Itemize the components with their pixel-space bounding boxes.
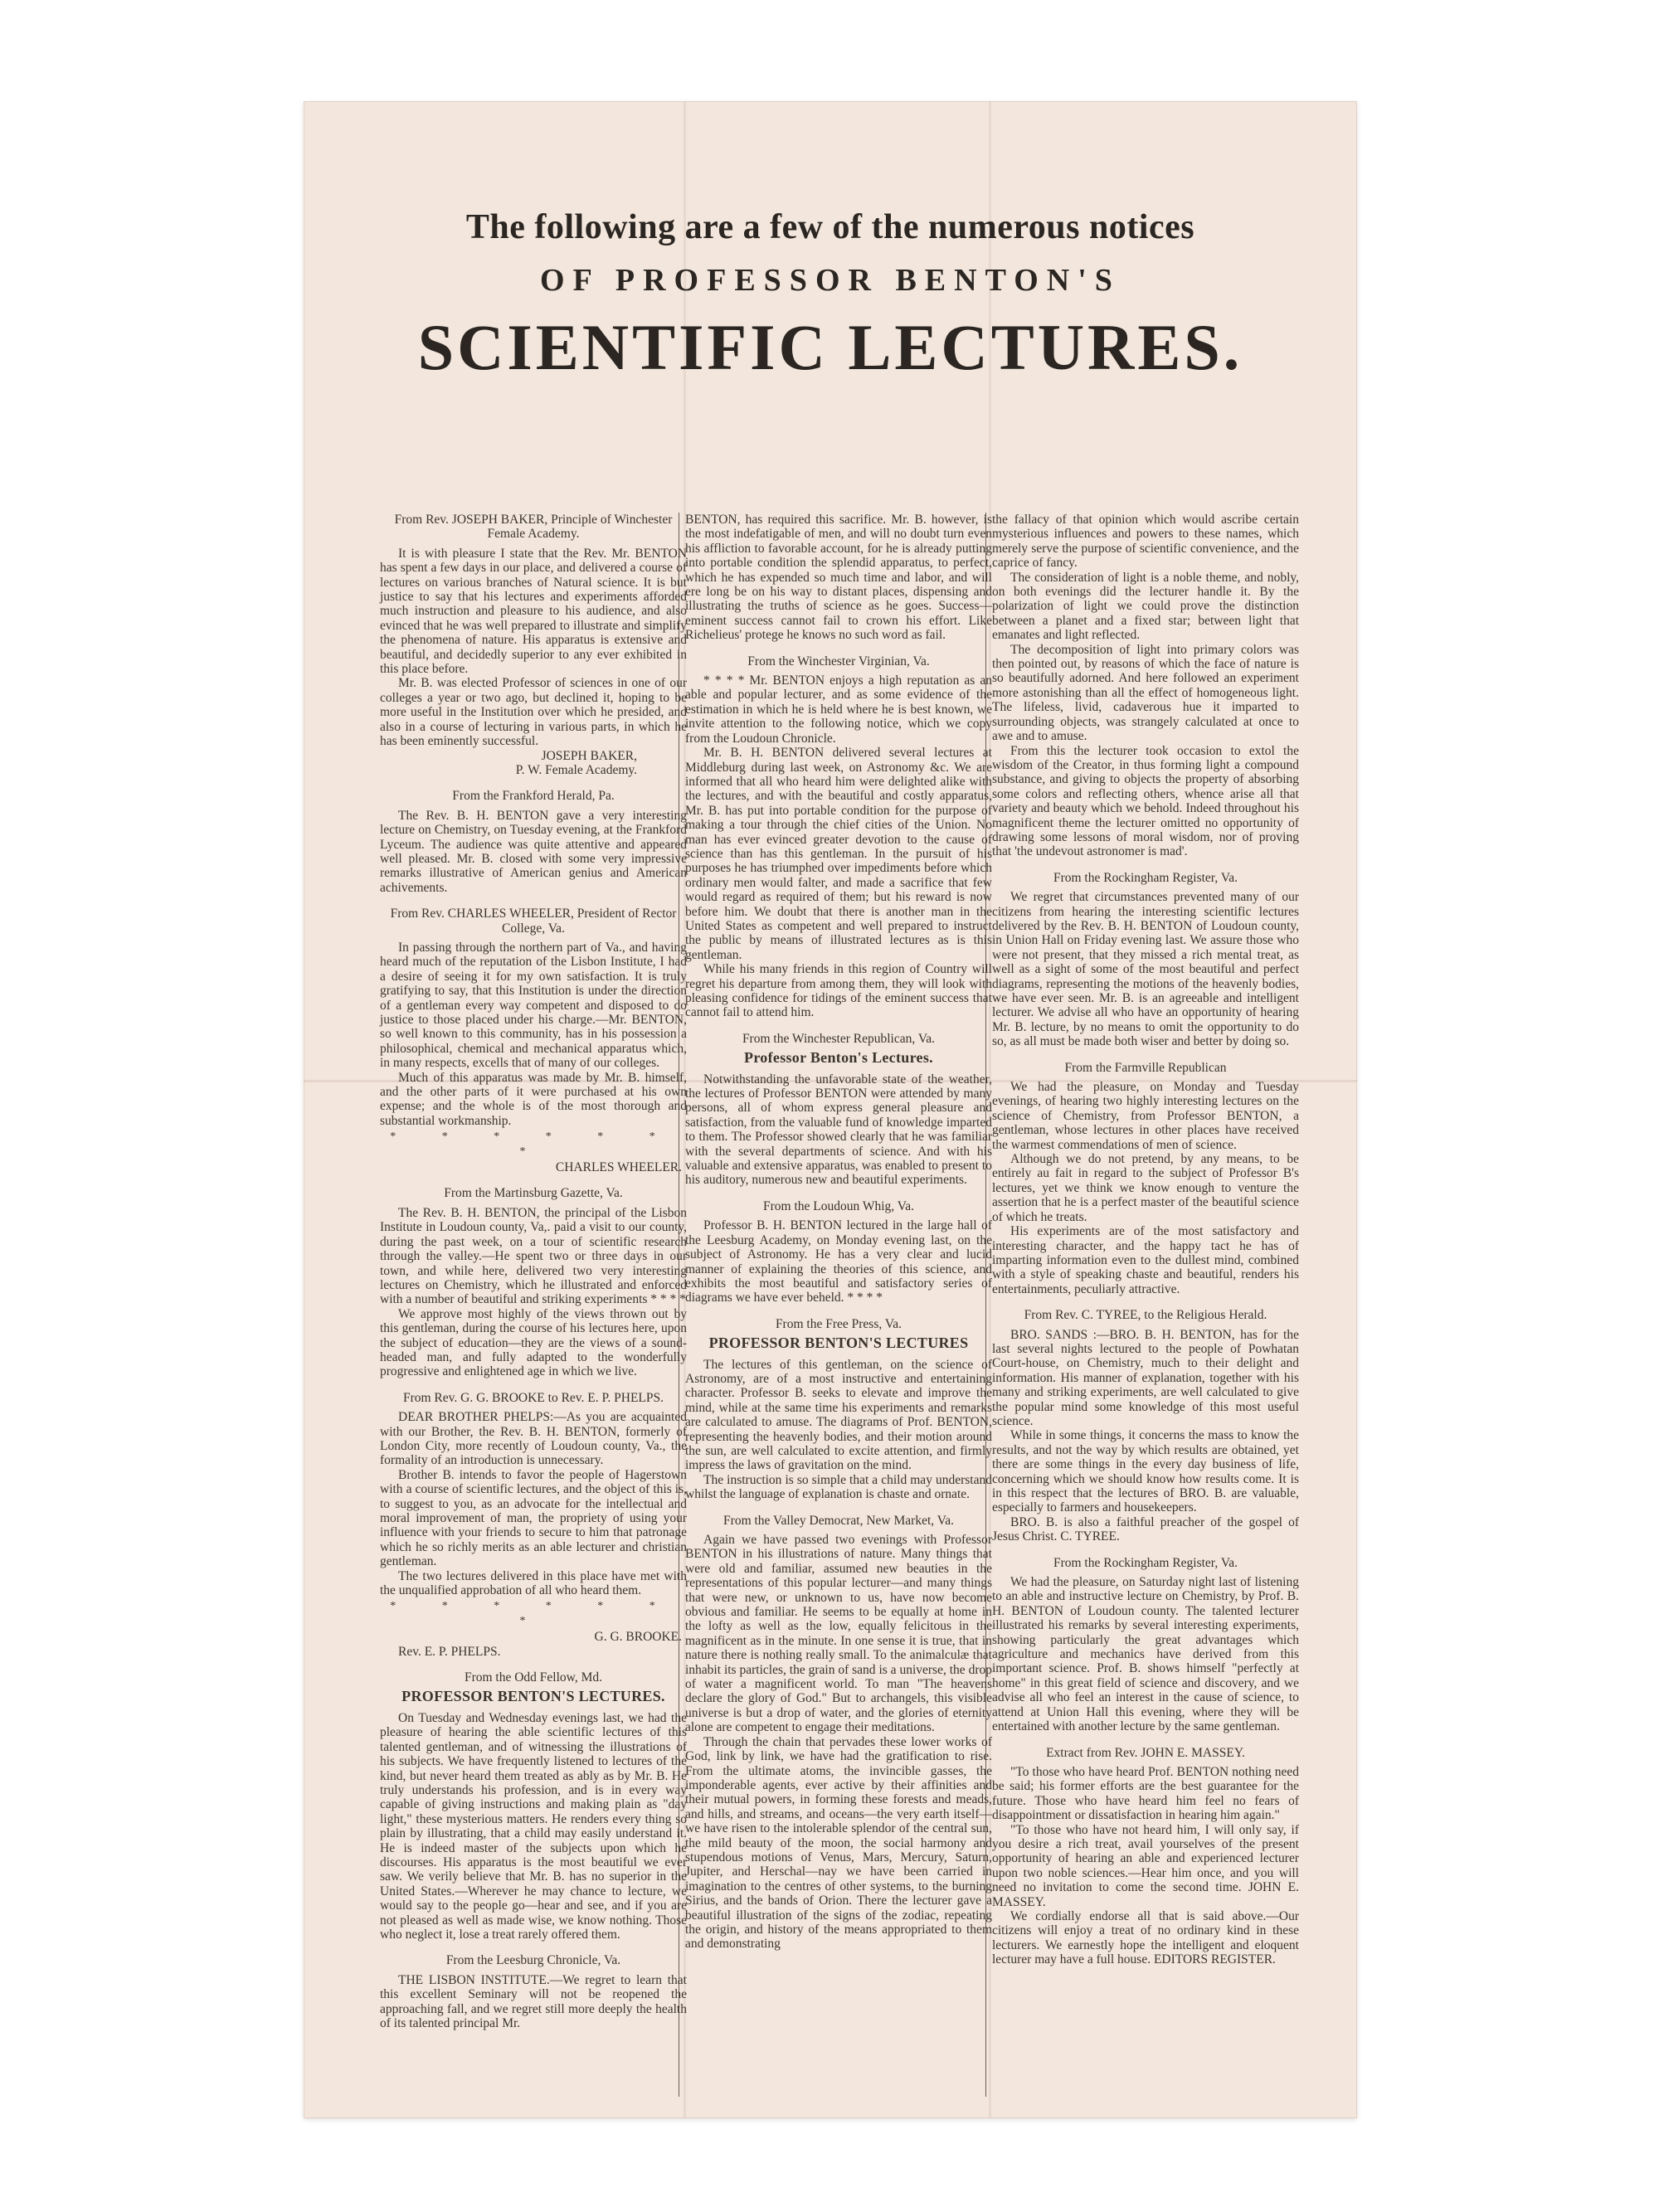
notice-paragraph: Brother B. intends to favor the people of Hagerstown with a course of scientific lectures, and the object of this is, to suggest to you, as an advocate for the intellectual and moral improvement of man, the propriety of using your influence with your friends to secure to him that patronage which he so richly merits as an able lecturer and christian gentleman. bbox=[380, 1467, 687, 1569]
notice-heading: PROFESSOR BENTON'S LECTURES bbox=[708, 1334, 969, 1352]
notice-source: From the Rockingham Register, Va. bbox=[1053, 870, 1238, 885]
addressee: Rev. E. P. PHELPS. bbox=[398, 1644, 501, 1659]
ellipsis-stars: * * * * * * * bbox=[390, 1600, 677, 1627]
notice-paragraph: While in some things, it concerns the mass to know the results, and not the way by which results are obtained, yet there are some things in the every day business of life, concerning which we should know how results come. It is in this respect that the lectures of BRO. B. are valuable, especially to farmers and housekeepers. bbox=[992, 1428, 1299, 1515]
notice-paragraph: THE LISBON INSTITUTE.—We regret to learn that this excellent Seminary will not be reopened the approaching fall, and we regret still more deeply the health of its talented principal Mr. bbox=[380, 1972, 687, 2030]
title-line-2: OF PROFESSOR BENTON'S bbox=[540, 263, 1121, 298]
handbill-sheet bbox=[304, 101, 1357, 2118]
notice-paragraph: Notwithstanding the unfavorable state of the weather, the lectures of Professor BENTON were attended by many persons, all of whom express general pleasure and satisfaction, from the valuable fund of knowledge imparted to them. The Professor showed clearly that he was familiar with the several departments of science. And with his valuable and extensive apparatus, was enabled to present to his auditory, numerous new and beautiful experiments. bbox=[685, 1072, 992, 1188]
notice-paragraph: "To those who have not heard him, I will only say, if you desire a rich treat, avail yourselves of the present opportunity of hearing an able and experienced lecturer upon two noble sciences.—Hear him once, and you will need no invitation to come the second time. JOHN E. MASSEY. bbox=[992, 1822, 1299, 1909]
notice-paragraph: Mr. B. H. BENTON delivered several lectures at Middleburg during last week, on Astronomy &c. We are informed that all who heard him were delighted alike with the lectures, and with the beautiful and costly apparatus, Mr. B. has put into portable condition for the purpose of making a tour through the chief cities of the Union. No man has ever evinced greater devotion to the cause of science than has this gentleman. In the pursuit of his purposes he has triumphed over impediments before which ordinary men would falter, and made a sacrifice that few would regard as required of them; but his reward is now before him. We doubt that there is another man in the United States as competent and well prepared to instruct the public by means of illustrated lectures as is this gentleman. bbox=[685, 746, 992, 962]
notice-paragraph: Again we have passed two evenings with Professor BENTON in his illustrations of nature. Many things that were old and familiar, assumed new beauties in the representations of this popular lecturer—and many things that were new, or unknown to us, have now become obvious and familiar. He seems to be equally at home in the lofty as well as the low, equally felicitous in the magnificent as in the minute. In one sense it is true, that in nature there is nothing really small. To the animalculæ that inhabit its particles, the grain of sand is a universe, the drop of water a magnificent world. To man "The heavens declare the glory of God." But to archangels, this visible universe is but a drop of water, and the glories of eternity alone are competent to engage their meditations. bbox=[685, 1533, 992, 1735]
notice-paragraph: Although we do not pretend, by any means, to be entirely au fait in regard to the subject of Professor B's lectures, yet we think we know enough to venture the assertion that he is a perfect master of the beautiful science of which he treats. bbox=[992, 1152, 1299, 1224]
notice-paragraph: BRO. SANDS :—BRO. B. H. BENTON, has for the last several nights lectured to the people of Powhatan Court-house, on Chemistry, much to their delight and information. His manner of explanation, together with his many and striking experiments, are well calculated to give the popular mind some knowledge of this most useful science. bbox=[992, 1327, 1299, 1428]
notice-heading: Professor Benton's Lectures. bbox=[744, 1049, 933, 1067]
notice-heading: PROFESSOR BENTON'S LECTURES. bbox=[401, 1688, 665, 1705]
notice-paragraph: The Rev. B. H. BENTON gave a very interesting lecture on Chemistry, on Tuesday evening, at the Frankford Lyceum. The audience was quite attentive and appeared well pleased. Mr. B. closed with some very impressive remarks illustrative of American genius and American achivements. bbox=[380, 808, 687, 895]
title-line-3: SCIENTIFIC LECTURES. bbox=[417, 311, 1243, 383]
notice-source: From the Rockingham Register, Va. bbox=[1053, 1555, 1238, 1570]
notice-source: Extract from Rev. JOHN E. MASSEY. bbox=[1046, 1745, 1245, 1760]
notice-source: From Rev. CHARLES WHEELER, President of Rector College, Va. bbox=[390, 907, 677, 936]
notice-source: From the Loudoun Whig, Va. bbox=[763, 1198, 914, 1213]
notice-paragraph: We cordially endorse all that is said above.—Our citizens will enjoy a treat of no ordinary kind in these lecturers. We earnestly hope the intelligent and eloquent lecturer may have a full house. EDITORS REGISTER. bbox=[992, 1908, 1299, 1967]
masthead bbox=[304, 207, 1357, 385]
signature: CHARLES WHEELER. bbox=[555, 1160, 682, 1175]
notice-paragraph: The Rev. B. H. BENTON, the principal of the Lisbon Institute in Loudoun county, Va,. paid a visit to our county, during the past week, on a tour of scientific research through the valley.—He spent two or three days in our town, and while here, delivered two very interesting lectures on Chemistry, which he illustrated and enforced with a number of beautiful and striking experiments * * * * bbox=[380, 1205, 687, 1307]
notice-paragraph: "To those who have heard Prof. BENTON nothing need be said; his former efforts are the best guarantee for the future. Those who have heard him feel no fears of disappointment or dissatisfaction in hearing him again." bbox=[992, 1764, 1299, 1823]
column-2 bbox=[685, 513, 992, 1952]
notice-paragraph: We had the pleasure, on Saturday night last of listening to an able and instructive lecture on Chemistry, by Prof. B. H. BENTON of Loudoun county. The talented lecturer illustrated his remarks by several interesting experiments, showing particularly the great advantages which agriculture and mechanics have derived from this important science. Prof. B. shows himself "perfectly at home" in this great field of science and discovery, and we advise all who feel an interest in the cause of science, to attend at Union Hall this evening, where they will be entertained with another lecture by the same gentleman. bbox=[992, 1575, 1299, 1734]
ellipsis-stars: * * * * * * * bbox=[390, 1130, 677, 1158]
notice-paragraph: We regret that circumstances prevented many of our citizens from hearing the interesting scientific lectures delivered by the Rev. B. H. BENTON of Loudoun county, in Union Hall on Friday evening last. We assure those who were not present, that they missed a rich mental treat, as well as a sight of some of the most beautiful and perfect diagrams, representing the motions of the heavenly bodies, we have ever seen. Mr. B. is an agreeable and intelligent lecturer. We advise all who have an opportunity of hearing Mr. B. lecture, by no means to omit the opportunity to do so, as all must be made both wiser and better by doing so. bbox=[992, 890, 1299, 1049]
notice-source: From the Martinsburg Gazette, Va. bbox=[444, 1186, 623, 1201]
notice-paragraph: BRO. B. is also a faithful preacher of the gospel of Jesus Christ. C. TYREE. bbox=[992, 1514, 1299, 1544]
notice-paragraph: Professor B. H. BENTON lectured in the large hall of the Leesburg Academy, on Monday evening last, on the subject of Astronomy. He has a very clear and lucid manner of explaining the theories of this science, and exhibits the most beautiful and satisfactory series of diagrams we have ever beheld. * * * * bbox=[685, 1218, 992, 1305]
signature: G. G. BROOKE. bbox=[594, 1630, 682, 1645]
notice-paragraph: Through the chain that pervades these lower works of God, link by link, we have had the gratification to rise. From the ultimate atoms, the invincible gasses, the imponderable agents, ever active by their affinities and their mutual powers, in forming these forests and meads, and hills, and streams, and oceans—the very earth itself—we have risen to the intolerable splendor of the central sun, the mild beauty of the moon, the social harmony and stupendous motions of Venus, Mars, Mercury, Saturn, Jupiter, and Herschal—nay we have been carried in imagination to the centres of other systems, to the burning Sirius, and the bands of Orion. There the lecturer gave a beautiful illustration of the signs of the zodiac, repeating the origin, and history of the means appropriated to them and demonstrating bbox=[685, 1734, 992, 1952]
notice-source: From the Farmville Republican bbox=[1064, 1060, 1227, 1075]
notice-source: From the Frankford Herald, Pa. bbox=[452, 789, 615, 804]
notice-paragraph: From this the lecturer took occasion to extol the wisdom of the Creator, in thus forming light a compound substance, and giving to objects the property of absorbing some colors and reflecting others, whence arise all that variety and beauty which we behold. Indeed throughout his magnificent theme the lecturer omitted no opportunity of drawing some lessons of moral wisdom, nor of proving that 'the undevout astronomer is mad'. bbox=[992, 743, 1299, 859]
notice-paragraph: Much of this apparatus was made by Mr. B. himself, and the other parts of it were purchased at his own expense; and the whole is of the most thorough and substantial workmanship. bbox=[380, 1070, 687, 1128]
continued-paragraph: the fallacy of that opinion which would ascribe certain mysterious influences and powers to these names, which merely serve the purpose of scientific convenience, and the caprice of fancy. bbox=[992, 513, 1299, 571]
notice-paragraph: The lectures of this gentleman, on the science of Astronomy, are of a most instructive and entertaining character. Professor B. seeks to elevate and improve the mind, while at the same time his experiments and remarks are calculated to amuse. The diagrams of Prof. BENTON, representing the heavenly bodies, and their motion around the sun, are well calculated to excite attention, and firmly impress the laws of gravitation on the mind. bbox=[685, 1357, 992, 1473]
notice-paragraph: The decomposition of light into primary colors was then pointed out, by reasons of which the face of nature is so beautifully adorned. And here followed an experiment more astonishing than all the effect of homogeneous light. The lifeless, livid, cadaverous hue it imparted to surrounding objects, was strangely calculated at once to awe and to amuse. bbox=[992, 642, 1299, 744]
notice-source: From Rev. C. TYREE, to the Religious Herald. bbox=[1024, 1308, 1267, 1323]
title-line-1: The following are a few of the numerous notices bbox=[465, 208, 1195, 246]
notice-paragraph: DEAR BROTHER PHELPS:—As you are acquainted with our Brother, the Rev. B. H. BENTON, formerly of London City, more recently of Loudoun county, Va., the formality of an introduction is unnecessary. bbox=[380, 1410, 687, 1468]
notice-paragraph: We approve most highly of the views thrown out by this gentleman, during the course of his lectures here, upon the subject of education—they are the views of a sound-headed man, and fully adapted to the wonderfully progressive and enlightened age in which we live. bbox=[380, 1306, 687, 1379]
notice-paragraph: Mr. B. was elected Professor of sciences in one of our colleges a year or two ago, but declined it, hoping to be more useful in the Institution over which he presided, and also in a course of lecturing in various parts, in which he has been eminently successful. bbox=[380, 676, 687, 749]
notice-paragraph: On Tuesday and Wednesday evenings last, we had the pleasure of hearing the able scientific lectures of this talented gentleman, and of witnessing the illustrations of his subjects. We have frequently listened to lectures of the kind, but never heard them treated as ably as by Mr. B. He truly understands his profession, and is in every way capable of giving instructions and making plain as "day light," these mysterious matters. He renders every thing so plain by illustrating, that a child may easily understand it. He is indeed master of the subjects upon which he discourses. His apparatus is the most beautiful we ever saw. We verily believe that Mr. B. has no superior in the United States.—Wherever he may chance to lecture, we would say to the people go—hear and see, and if you are not pleased as well as made wise, we know nothing. Those who neglect it, lose a treat rarely offered them. bbox=[380, 1710, 687, 1942]
signature: JOSEPH BAKER, bbox=[541, 748, 637, 763]
notice-paragraph: * * * * Mr. BENTON enjoys a high reputation as an able and popular lecturer, and as some evidence of the estimation in which he is held where he is best known, we invite attention to the following notice, which we copy from the Loudoun Chronicle. bbox=[685, 673, 992, 746]
notice-source: From the Leesburg Chronicle, Va. bbox=[445, 1953, 621, 1968]
notice-paragraph: In passing through the northern part of Va., and having heard much of the reputation of the Lisbon Institute, I had a desire of seeing it for my own satisfaction. It is truly gratifying to say, that this Institution is under the direction of a gentleman every way competent and disposed to do justice to those placed under his charge.—Mr. BENTON, so well known to this community, has in his possession a philosophical, chemical and mechanical apparatus which, in many respects, excells that of many of our colleges. bbox=[380, 940, 687, 1071]
notice-paragraph: The two lectures delivered in this place have met with the unqualified approbation of all who heard them. bbox=[380, 1568, 687, 1598]
notice-source: From the Odd Fellow, Md. bbox=[464, 1670, 603, 1685]
notice-paragraph: The instruction is so simple that a child may understand whilst the language of explanation is chaste and ornate. bbox=[685, 1472, 992, 1502]
notice-paragraph: We had the pleasure, on Monday and Tuesday evenings, of hearing two highly interesting lectures on the science of Chemistry, from Professor BENTON, a gentleman, whose lectures in other places have received the warmest commendations of men of science. bbox=[992, 1080, 1299, 1152]
signature: P. W. Female Academy. bbox=[515, 762, 637, 777]
notice-source: From Rev. JOSEPH BAKER, Principle of Winchester Female Academy. bbox=[394, 513, 673, 542]
notice-source: From the Winchester Virginian, Va. bbox=[747, 654, 930, 668]
notice-paragraph: While his many friends in this region of Country will regret his departure from among them, they will look with pleasing confidence for tidings of the eminent success that cannot fail to attend him. bbox=[685, 962, 992, 1020]
column-3 bbox=[992, 513, 1299, 1967]
notice-paragraph: It is with pleasure I state that the Rev. Mr. BENTON has spent a few days in our place, and delivered a course of lectures on various branches of Natural science. It is but justice to say that his lectures and experiments afforded much instruction and pleasure to his audience, and also evinced that he was well prepared to illustrate and simplify the phenomena of nature. His apparatus is extensive and beautiful, and decidedly superior to any ever exhibited in this place before. bbox=[380, 546, 687, 677]
column-1 bbox=[380, 513, 687, 2030]
notice-source: From the Winchester Republican, Va. bbox=[742, 1031, 936, 1046]
notice-source: From the Free Press, Va. bbox=[775, 1316, 902, 1331]
notice-source: From Rev. G. G. BROOKE to Rev. E. P. PHELPS. bbox=[402, 1390, 664, 1405]
notice-paragraph: His experiments are of the most satisfactory and interesting character, and the happy tact he has of imparting information even to the dullest mind, combined with a style of speaking chaste and beautiful, renders his entertainments, peculiarly attractive. bbox=[992, 1224, 1299, 1296]
continued-paragraph: BENTON, has required this sacrifice. Mr. B. however, is the most indefatigable of men, and will no doubt turn even his affliction to favorable account, for he is already putting into portable condition the splendid apparatus, to perfect, which he has expended so much time and labor, and will ere long be on his way to distant places, dispensing and illustrating the truths of science as he goes. Success—eminent success cannot fail to crown his effort. Like Richelieus' protege he knows no such word as fail. bbox=[685, 513, 992, 643]
notice-paragraph: The consideration of light is a noble theme, and nobly, on both evenings did the lecturer handle it. By the polarization of light we could prove the distinction between a planet and a fixed star; between light that emanates and light reflected. bbox=[992, 570, 1299, 643]
notice-source: From the Valley Democrat, New Market, Va. bbox=[723, 1513, 954, 1528]
